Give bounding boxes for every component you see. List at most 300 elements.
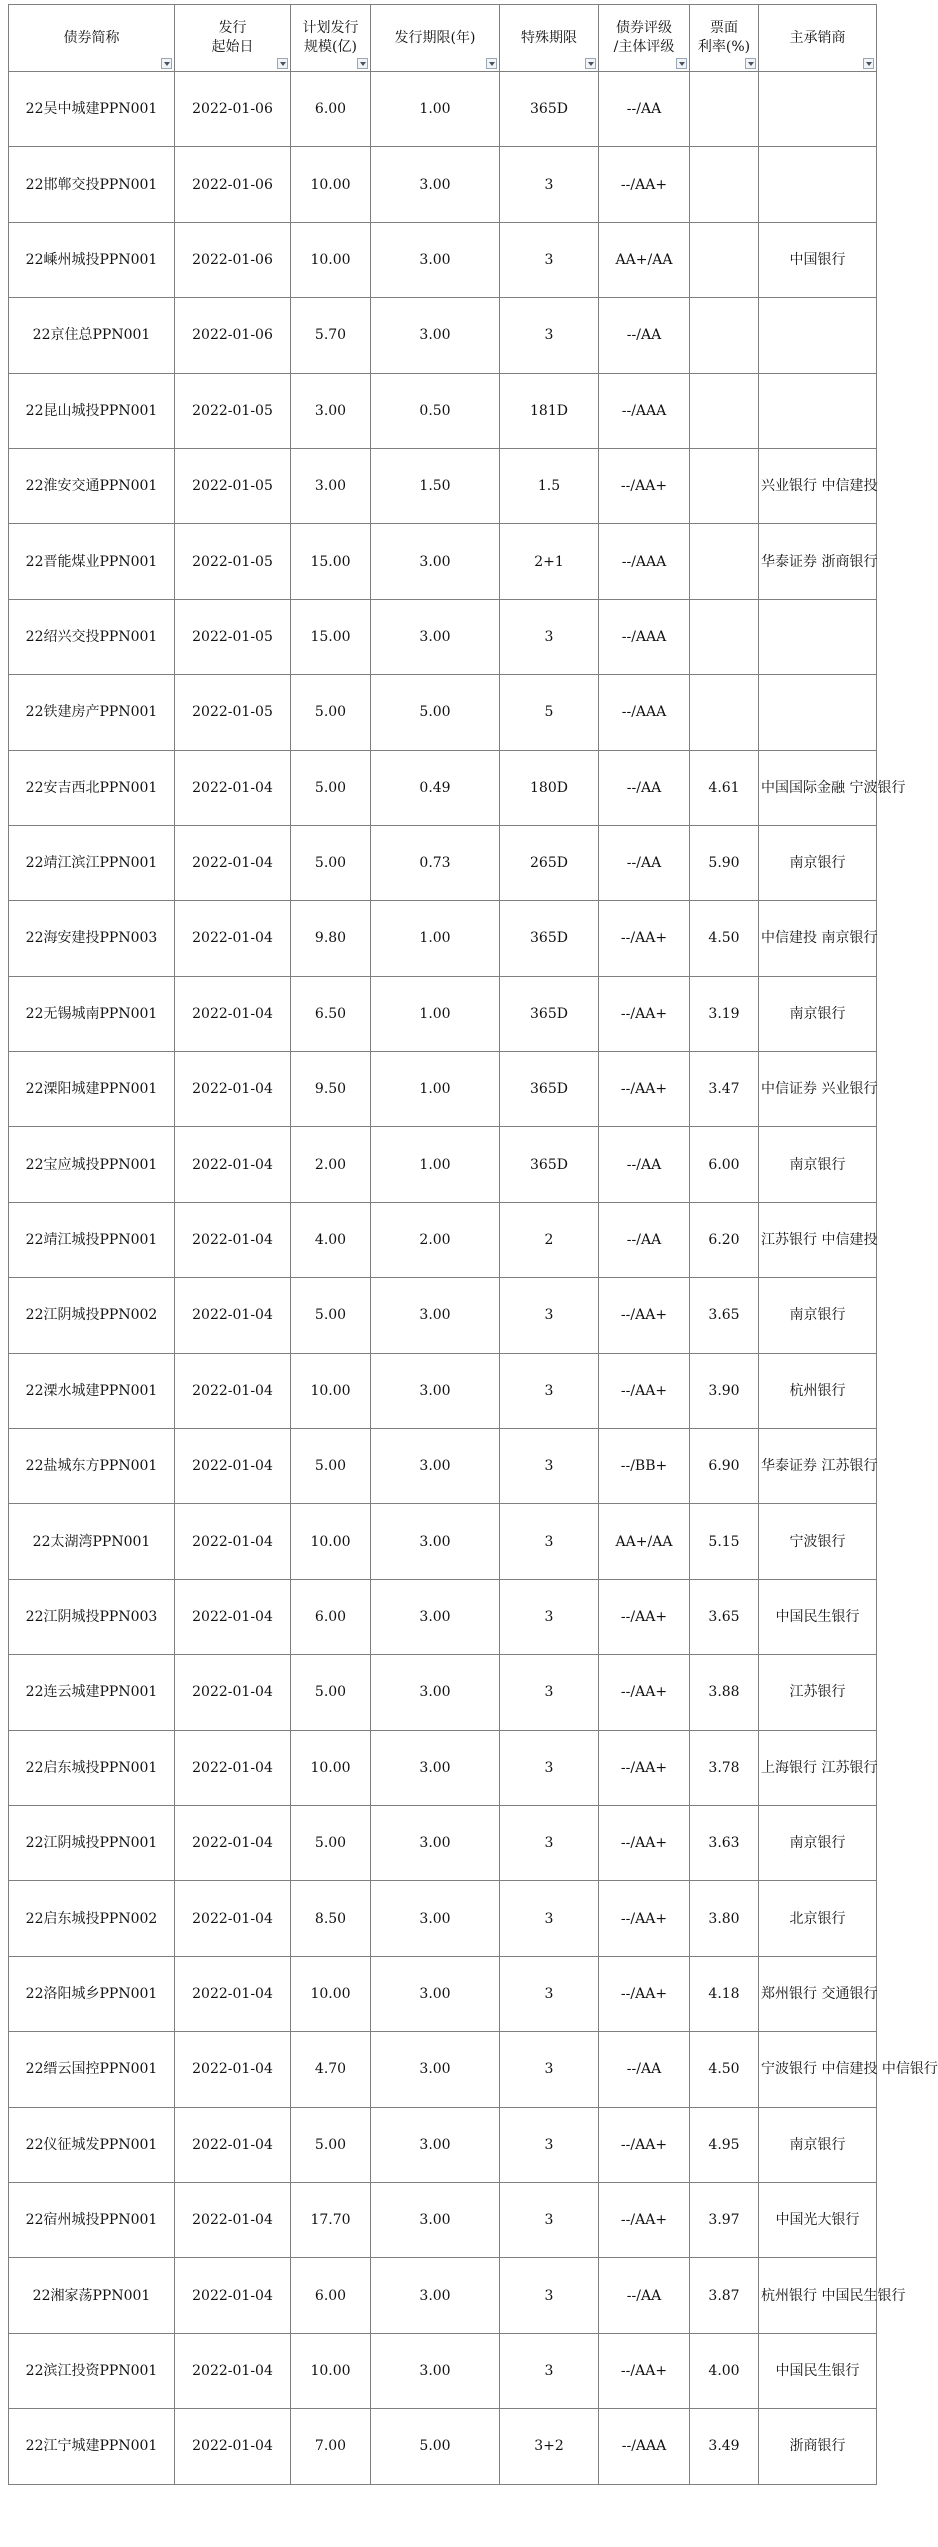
cell-uw: 郑州银行 交通银行 [759,1956,877,2031]
cell-term: 3.00 [371,1956,500,2031]
cell-special: 365D [500,72,599,147]
cell-date: 2022-01-04 [175,2182,291,2257]
cell-rating: --/AA [599,72,690,147]
cell-uw: 杭州银行 中国民生银行 [759,2258,877,2333]
cell-term: 1.00 [371,1052,500,1127]
cell-rating: AA+/AA [599,222,690,297]
cell-name: 22启东城投PPN001 [9,1730,175,1805]
header-row [9,5,877,72]
cell-special: 1.5 [500,448,599,523]
cell-special: 5 [500,675,599,750]
column-header-label: 债券评级 /主体评级 [613,20,675,55]
cell-term: 3.00 [371,1353,500,1428]
cell-term: 3.00 [371,2107,500,2182]
cell-date: 2022-01-04 [175,1956,291,2031]
column-header-term [371,5,500,72]
cell-size: 5.00 [291,1655,371,1730]
cell-size: 5.00 [291,1278,371,1353]
cell-size: 6.50 [291,976,371,1051]
table-row [9,2032,877,2107]
cell-uw [759,599,877,674]
cell-uw [759,675,877,750]
cell-term: 3.00 [371,147,500,222]
cell-name: 22靖江城投PPN001 [9,1202,175,1277]
cell-date: 2022-01-04 [175,2258,291,2333]
cell-special: 3 [500,1805,599,1880]
column-header-label: 票面 利率(%) [697,20,751,55]
column-header-label: 特殊期限 [521,29,577,46]
column-header-uw [759,5,877,72]
cell-size: 4.70 [291,2032,371,2107]
cell-rating: --/AA+ [599,2107,690,2182]
cell-name: 22江阴城投PPN001 [9,1805,175,1880]
cell-date: 2022-01-05 [175,448,291,523]
table-row [9,976,877,1051]
cell-rate [690,222,759,297]
cell-uw: 中信证券 兴业银行 [759,1052,877,1127]
column-header-rating [599,5,690,72]
cell-date: 2022-01-04 [175,1052,291,1127]
cell-special: 3 [500,1881,599,1956]
cell-name: 22湘家荡PPN001 [9,2258,175,2333]
cell-date: 2022-01-04 [175,1504,291,1579]
cell-rate [690,448,759,523]
cell-name: 22江宁城建PPN001 [9,2409,175,2484]
cell-size: 5.70 [291,298,371,373]
cell-uw: 华泰证券 江苏银行 [759,1429,877,1504]
cell-name: 22海安建投PPN003 [9,901,175,976]
cell-name: 22盐城东方PPN001 [9,1429,175,1504]
column-header-label: 发行 起始日 [211,20,254,55]
table-row [9,147,877,222]
cell-term: 2.00 [371,1202,500,1277]
cell-date: 2022-01-04 [175,2409,291,2484]
cell-uw: 杭州银行 [759,1353,877,1428]
cell-special: 3 [500,2032,599,2107]
cell-special: 3 [500,298,599,373]
column-header-name [9,5,175,72]
cell-term: 3.00 [371,1730,500,1805]
table-row [9,1052,877,1127]
table-row [9,1127,877,1202]
table-row [9,2333,877,2408]
cell-rate: 4.00 [690,2333,759,2408]
cell-term: 3.00 [371,2182,500,2257]
column-header-size [291,5,371,72]
table-row [9,1353,877,1428]
cell-size: 7.00 [291,2409,371,2484]
cell-special: 3 [500,1956,599,2031]
cell-name: 22宿州城投PPN001 [9,2182,175,2257]
cell-date: 2022-01-06 [175,298,291,373]
cell-uw: 浙商银行 [759,2409,877,2484]
table-row [9,1504,877,1579]
cell-uw: 江苏银行 [759,1655,877,1730]
cell-special: 3+2 [500,2409,599,2484]
cell-rating: --/AA+ [599,1881,690,1956]
table-row [9,1429,877,1504]
cell-special: 3 [500,1655,599,1730]
table-row [9,1805,877,1880]
cell-rate: 6.20 [690,1202,759,1277]
cell-uw: 兴业银行 中信建投 [759,448,877,523]
filter-dropdown-icon[interactable] [863,58,874,69]
cell-special: 3 [500,1278,599,1353]
cell-size: 6.00 [291,1579,371,1654]
cell-uw: 华泰证券 浙商银行 [759,524,877,599]
filter-dropdown-icon[interactable] [676,58,687,69]
cell-name: 22仪征城发PPN001 [9,2107,175,2182]
cell-uw: 南京银行 [759,1127,877,1202]
table-row [9,524,877,599]
cell-rating: --/AAA [599,373,690,448]
cell-date: 2022-01-04 [175,1805,291,1880]
table-row [9,675,877,750]
cell-term: 3.00 [371,2032,500,2107]
filter-dropdown-icon[interactable] [585,58,596,69]
cell-size: 5.00 [291,750,371,825]
cell-rate: 3.19 [690,976,759,1051]
filter-dropdown-icon[interactable] [357,58,368,69]
cell-date: 2022-01-04 [175,825,291,900]
cell-rate: 3.80 [690,1881,759,1956]
cell-special: 3 [500,2333,599,2408]
cell-uw [759,373,877,448]
cell-name: 22太湖湾PPN001 [9,1504,175,1579]
cell-rate [690,675,759,750]
cell-name: 22淮安交通PPN001 [9,448,175,523]
cell-special: 2+1 [500,524,599,599]
cell-special: 180D [500,750,599,825]
cell-date: 2022-01-04 [175,901,291,976]
cell-special: 3 [500,2107,599,2182]
cell-rate: 4.50 [690,901,759,976]
cell-date: 2022-01-04 [175,750,291,825]
cell-term: 1.00 [371,1127,500,1202]
bond-issuance-table [8,4,938,2485]
cell-special: 3 [500,1353,599,1428]
cell-special: 2 [500,1202,599,1277]
cell-term: 5.00 [371,675,500,750]
cell-special: 181D [500,373,599,448]
cell-rate: 5.15 [690,1504,759,1579]
cell-date: 2022-01-06 [175,222,291,297]
cell-term: 3.00 [371,1805,500,1880]
cell-special: 365D [500,1127,599,1202]
cell-rating: --/AA+ [599,1655,690,1730]
cell-date: 2022-01-04 [175,1353,291,1428]
cell-size: 10.00 [291,147,371,222]
cell-rate: 3.47 [690,1052,759,1127]
column-header-label: 债券简称 [63,29,120,46]
cell-special: 265D [500,825,599,900]
cell-rate: 4.18 [690,1956,759,2031]
filter-dropdown-icon[interactable] [161,58,172,69]
cell-special: 3 [500,1730,599,1805]
cell-name: 22嵊州城投PPN001 [9,222,175,297]
cell-date: 2022-01-04 [175,1202,291,1277]
cell-name: 22溧水城建PPN001 [9,1353,175,1428]
cell-special: 3 [500,1579,599,1654]
cell-size: 9.80 [291,901,371,976]
cell-rating: --/AA+ [599,1278,690,1353]
cell-size: 10.00 [291,1504,371,1579]
table-row [9,1579,877,1654]
cell-rating: --/AA+ [599,1956,690,2031]
cell-rating: AA+/AA [599,1504,690,1579]
cell-rate [690,298,759,373]
cell-rating: --/AAA [599,524,690,599]
cell-uw: 北京银行 [759,1881,877,1956]
cell-name: 22缙云国控PPN001 [9,2032,175,2107]
table-header [9,5,877,72]
cell-rating: --/AAA [599,675,690,750]
cell-term: 3.00 [371,298,500,373]
cell-term: 3.00 [371,2258,500,2333]
cell-name: 22洛阳城乡PPN001 [9,1956,175,2031]
cell-rating: --/AA+ [599,448,690,523]
cell-term: 1.00 [371,72,500,147]
column-header-rate [690,5,759,72]
cell-rating: --/AA+ [599,1730,690,1805]
cell-name: 22铁建房产PPN001 [9,675,175,750]
cell-name: 22启东城投PPN002 [9,1881,175,1956]
filter-dropdown-icon[interactable] [277,58,288,69]
cell-size: 10.00 [291,1730,371,1805]
cell-name: 22连云城建PPN001 [9,1655,175,1730]
cell-rating: --/AA [599,750,690,825]
cell-name: 22邯郸交投PPN001 [9,147,175,222]
cell-rate [690,72,759,147]
column-header-label: 计划发行 规模(亿) [302,20,359,55]
cell-term: 1.50 [371,448,500,523]
cell-term: 3.00 [371,1429,500,1504]
cell-special: 365D [500,976,599,1051]
cell-uw: 中国民生银行 [759,2333,877,2408]
cell-term: 5.00 [371,2409,500,2484]
cell-rating: --/AA+ [599,1579,690,1654]
cell-rate: 5.90 [690,825,759,900]
filter-dropdown-icon[interactable] [486,58,497,69]
cell-rating: --/AA [599,2032,690,2107]
cell-special: 3 [500,1429,599,1504]
cell-name: 22江阴城投PPN003 [9,1579,175,1654]
cell-rate [690,599,759,674]
cell-date: 2022-01-04 [175,1579,291,1654]
cell-size: 17.70 [291,2182,371,2257]
cell-name: 22安吉西北PPN001 [9,750,175,825]
cell-rating: --/AAA [599,2409,690,2484]
cell-name: 22晋能煤业PPN001 [9,524,175,599]
cell-uw: 中信建投 南京银行 [759,901,877,976]
cell-name: 22滨江投资PPN001 [9,2333,175,2408]
cell-uw [759,147,877,222]
cell-size: 5.00 [291,825,371,900]
cell-rating: --/AA [599,298,690,373]
cell-date: 2022-01-04 [175,976,291,1051]
table-row [9,298,877,373]
cell-special: 3 [500,1504,599,1579]
table-row [9,1278,877,1353]
cell-rating: --/AA [599,2258,690,2333]
cell-size: 5.00 [291,1429,371,1504]
cell-uw: 南京银行 [759,2107,877,2182]
cell-rate: 3.88 [690,1655,759,1730]
cell-date: 2022-01-04 [175,2333,291,2408]
cell-name: 22宝应城投PPN001 [9,1127,175,1202]
cell-term: 0.50 [371,373,500,448]
cell-rating: --/AA [599,825,690,900]
cell-rating: --/AA+ [599,1052,690,1127]
cell-rating: --/BB+ [599,1429,690,1504]
table-row [9,448,877,523]
cell-uw: 江苏银行 中信建投 [759,1202,877,1277]
cell-rate: 3.87 [690,2258,759,2333]
cell-rate: 4.61 [690,750,759,825]
cell-name: 22绍兴交投PPN001 [9,599,175,674]
cell-size: 6.00 [291,2258,371,2333]
table-row [9,2258,877,2333]
cell-rating: --/AA+ [599,1353,690,1428]
cell-date: 2022-01-05 [175,599,291,674]
filter-dropdown-icon[interactable] [745,58,756,69]
cell-name: 22无锡城南PPN001 [9,976,175,1051]
cell-size: 10.00 [291,1956,371,2031]
cell-rate: 4.50 [690,2032,759,2107]
cell-date: 2022-01-04 [175,1655,291,1730]
table-row [9,825,877,900]
cell-rate [690,147,759,222]
cell-rating: --/AA [599,1202,690,1277]
cell-date: 2022-01-05 [175,373,291,448]
cell-size: 3.00 [291,373,371,448]
cell-term: 1.00 [371,976,500,1051]
cell-uw: 中国光大银行 [759,2182,877,2257]
cell-name: 22溧阳城建PPN001 [9,1052,175,1127]
cell-term: 3.00 [371,1655,500,1730]
cell-term: 3.00 [371,524,500,599]
cell-rating: --/AA+ [599,901,690,976]
cell-term: 0.49 [371,750,500,825]
cell-special: 3 [500,2182,599,2257]
cell-special: 3 [500,222,599,297]
table-row [9,1956,877,2031]
cell-date: 2022-01-06 [175,72,291,147]
table-row [9,901,877,976]
table-row [9,750,877,825]
column-header-date [175,5,291,72]
cell-rate: 3.65 [690,1278,759,1353]
cell-term: 3.00 [371,1881,500,1956]
cell-uw: 上海银行 江苏银行 [759,1730,877,1805]
cell-term: 3.00 [371,599,500,674]
cell-size: 5.00 [291,2107,371,2182]
cell-rate [690,524,759,599]
table-row [9,1655,877,1730]
cell-size: 8.50 [291,1881,371,1956]
cell-size: 2.00 [291,1127,371,1202]
cell-date: 2022-01-04 [175,2032,291,2107]
column-header-label: 发行期限(年) [394,29,476,46]
cell-size: 15.00 [291,599,371,674]
cell-rating: --/AA+ [599,1805,690,1880]
cell-size: 15.00 [291,524,371,599]
cell-term: 3.00 [371,2333,500,2408]
cell-name: 22靖江滨江PPN001 [9,825,175,900]
cell-term: 3.00 [371,222,500,297]
cell-rate: 3.63 [690,1805,759,1880]
cell-uw [759,72,877,147]
table-row [9,2409,877,2484]
cell-term: 3.00 [371,1579,500,1654]
cell-date: 2022-01-04 [175,1127,291,1202]
cell-date: 2022-01-05 [175,524,291,599]
cell-rating: --/AA+ [599,976,690,1051]
cell-special: 3 [500,147,599,222]
cell-size: 4.00 [291,1202,371,1277]
cell-rating: --/AA+ [599,147,690,222]
cell-rate: 3.65 [690,1579,759,1654]
cell-uw: 宁波银行 中信建投 中信银行 [759,2032,877,2107]
cell-size: 9.50 [291,1052,371,1127]
cell-rate [690,373,759,448]
cell-rate: 6.90 [690,1429,759,1504]
table-row [9,1202,877,1277]
cell-date: 2022-01-04 [175,1278,291,1353]
cell-date: 2022-01-04 [175,1429,291,1504]
cell-rate: 4.95 [690,2107,759,2182]
cell-uw: 南京银行 [759,1278,877,1353]
cell-name: 22江阴城投PPN002 [9,1278,175,1353]
table-row [9,599,877,674]
cell-date: 2022-01-04 [175,2107,291,2182]
cell-size: 5.00 [291,675,371,750]
cell-name: 22吴中城建PPN001 [9,72,175,147]
cell-date: 2022-01-04 [175,1730,291,1805]
cell-size: 10.00 [291,222,371,297]
cell-name: 22京住总PPN001 [9,298,175,373]
cell-uw [759,298,877,373]
cell-size: 10.00 [291,1353,371,1428]
cell-special: 365D [500,1052,599,1127]
cell-rate: 3.97 [690,2182,759,2257]
column-header-label: 主承销商 [789,29,846,46]
cell-uw: 南京银行 [759,1805,877,1880]
table-row [9,2182,877,2257]
cell-rate: 6.00 [690,1127,759,1202]
cell-size: 3.00 [291,448,371,523]
cell-uw: 南京银行 [759,825,877,900]
cell-term: 3.00 [371,1504,500,1579]
cell-uw: 中国民生银行 [759,1579,877,1654]
cell-rating: --/AA+ [599,2182,690,2257]
table-row [9,373,877,448]
table-body [9,72,938,2485]
cell-size: 10.00 [291,2333,371,2408]
cell-date: 2022-01-04 [175,1881,291,1956]
cell-size: 5.00 [291,1805,371,1880]
cell-rate: 3.90 [690,1353,759,1428]
cell-rating: --/AAA [599,599,690,674]
cell-uw: 中国银行 [759,222,877,297]
cell-special: 3 [500,599,599,674]
cell-rate: 3.78 [690,1730,759,1805]
cell-uw: 宁波银行 [759,1504,877,1579]
cell-special: 365D [500,901,599,976]
table-row [9,1730,877,1805]
cell-name: 22昆山城投PPN001 [9,373,175,448]
cell-uw: 中国国际金融 宁波银行 [759,750,877,825]
